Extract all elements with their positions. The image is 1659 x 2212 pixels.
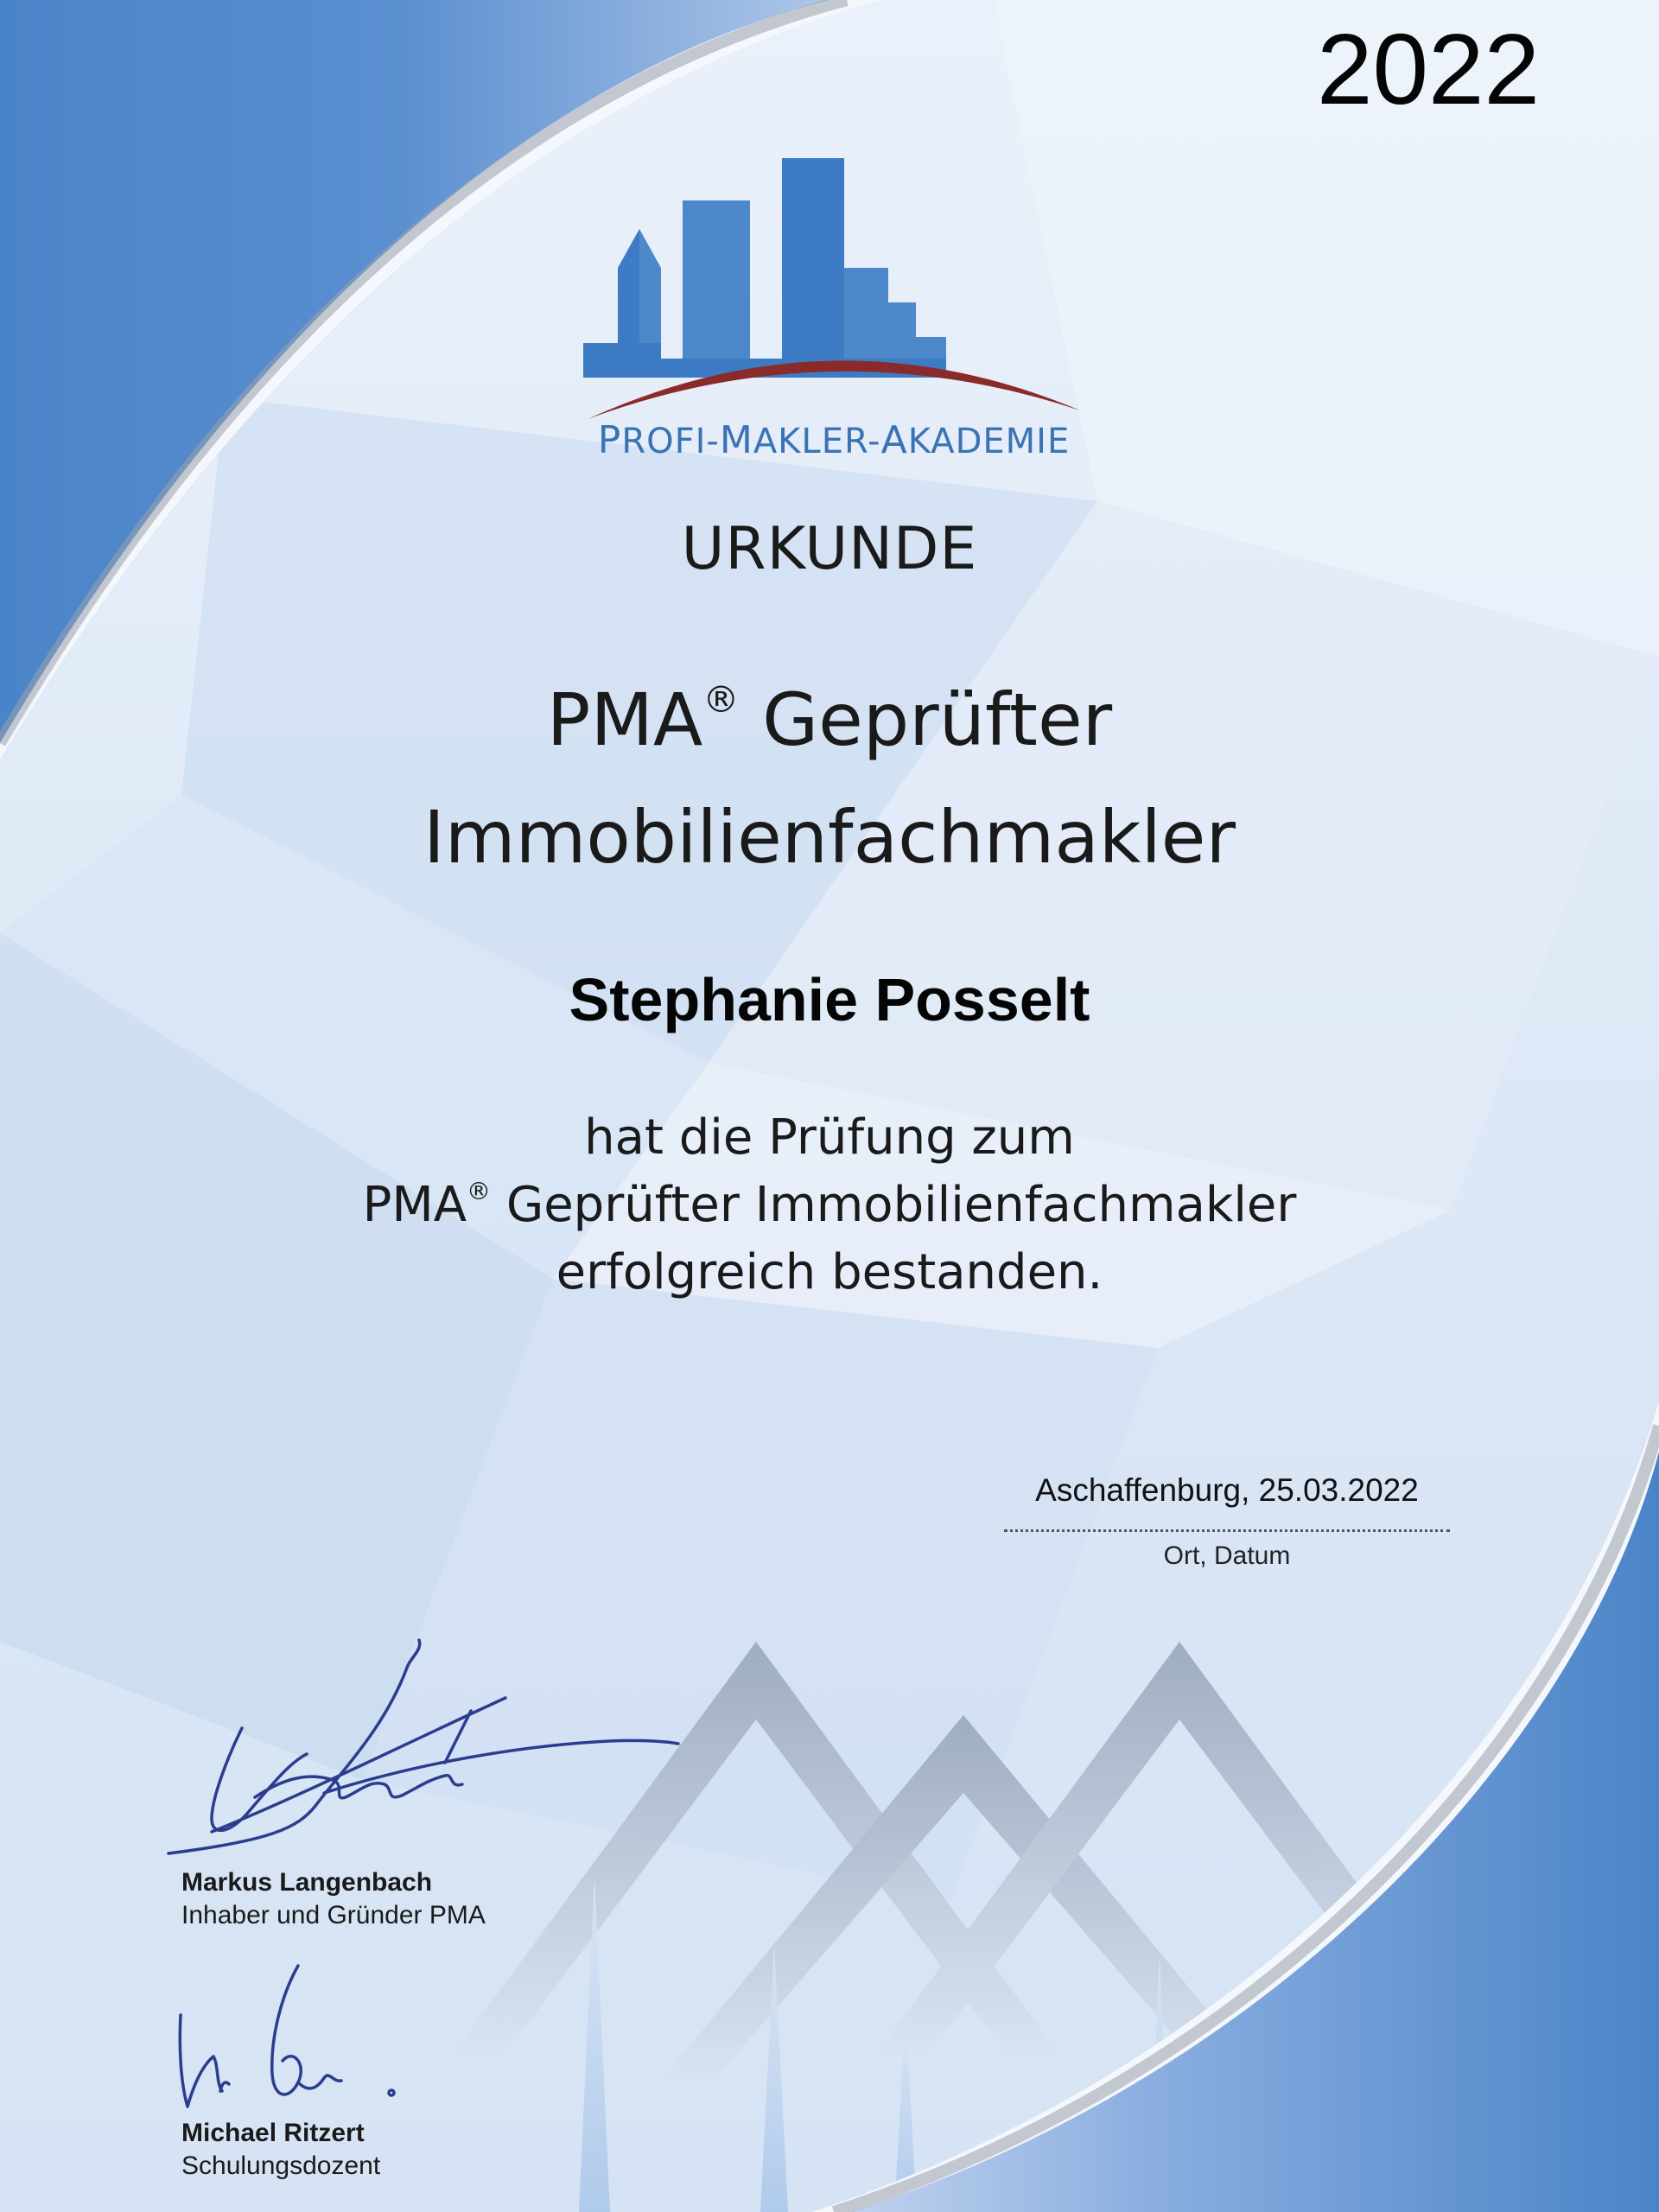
body-line-2: PMA® Geprüfter Immobilienfachmakler	[362, 1176, 1297, 1233]
body-line-1: hat die Prüfung zum	[584, 1109, 1075, 1166]
signature-markus-langenbach	[160, 1633, 782, 1858]
signer-1-name: Markus Langenbach	[181, 1868, 433, 1897]
place-date-divider	[1004, 1529, 1450, 1532]
signature-michael-ritzert	[168, 1961, 419, 2126]
signer-2-name: Michael Ritzert	[181, 2119, 365, 2147]
certificate-heading: URKUNDE	[681, 515, 978, 583]
title-line-1: PMA® Geprüfter	[546, 677, 1113, 762]
place-date-label: Ort, Datum	[1163, 1541, 1291, 1570]
certificate-body	[0, 1104, 1659, 1306]
recipient-name: Stephanie Posselt	[569, 966, 1090, 1033]
signer-2-role: Schulungsdozent	[181, 2152, 381, 2180]
registered-mark: ®	[702, 678, 740, 721]
title-line-2: Immobilienfachmakler	[423, 795, 1236, 880]
registered-mark: ®	[467, 1176, 492, 1205]
body-line-3: erfolgreich bestanden.	[556, 1244, 1103, 1300]
place-date: Aschaffenburg, 25.03.2022	[1035, 1472, 1419, 1508]
signer-1-role: Inhaber und Gründer PMA	[181, 1901, 486, 1929]
logo-wordmark: PROFI-MAKLER-AKADEMIE	[597, 418, 1071, 462]
logo-buildings-icon	[583, 158, 946, 383]
certificate-title	[0, 661, 1659, 896]
year-label: 2022	[1316, 13, 1540, 125]
